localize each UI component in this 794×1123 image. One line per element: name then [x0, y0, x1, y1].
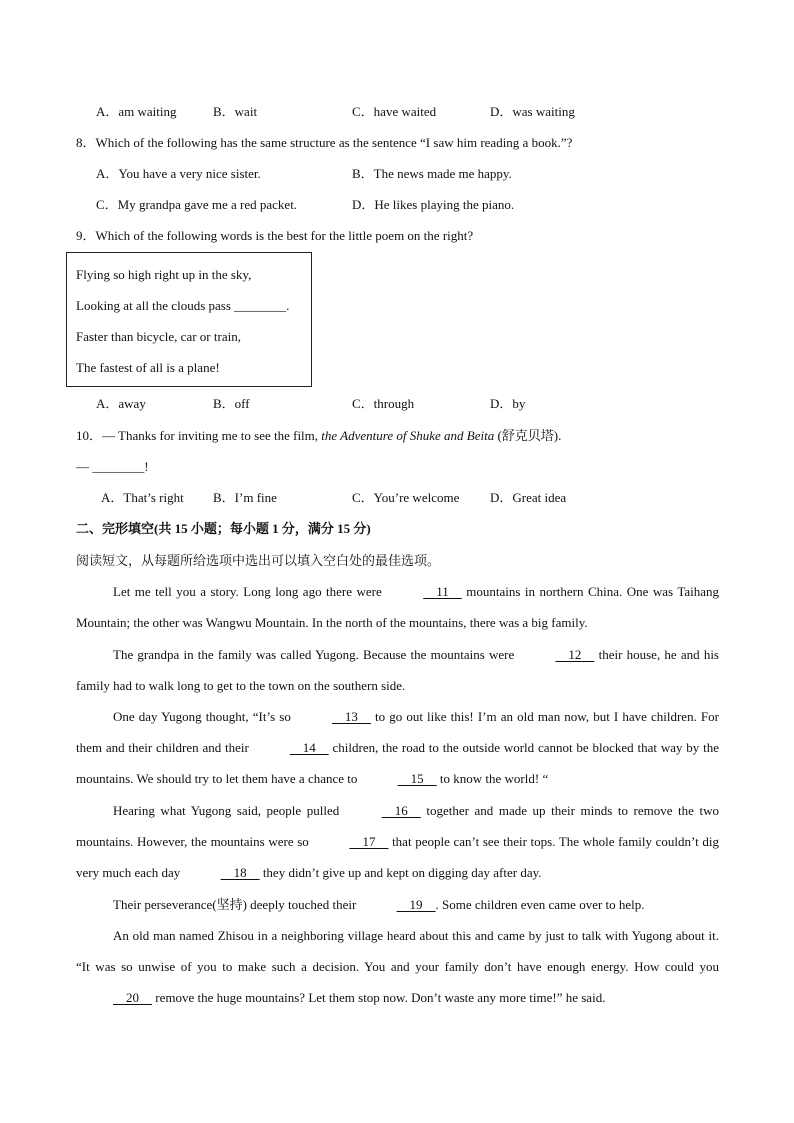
- q9-option-d: D．by: [490, 396, 526, 411]
- q9-option-c: C．through: [352, 396, 415, 411]
- q7-option-c: C．have waited: [352, 104, 437, 119]
- q10-stem-suffix: (舒克贝塔).: [494, 428, 562, 443]
- passage-text: An old man named Zhisou in a neighboring village heard about this and came by just to talk with Yugong about it. “It was so unwise of you to make such a decision. You and your family don’t have enough energy. How could you: [76, 928, 719, 974]
- passage-text: children, the road to the outside world cannot be blocked that way by the mountains. We should try to let them have a chance to: [76, 740, 719, 786]
- passage-paragraph-5: [76, 889, 719, 920]
- blank-19: 19: [396, 897, 436, 912]
- poem-box: [66, 252, 312, 387]
- blank-14: 14: [289, 740, 329, 755]
- passage-text: Let me tell you a story. Long long ago there were: [113, 584, 387, 599]
- blank-15: 15: [397, 771, 437, 786]
- q10-option-c: C．You’re welcome: [352, 490, 460, 505]
- q9-option-b: B．off: [213, 396, 250, 411]
- blank-16: 16: [381, 803, 421, 818]
- blank-17: 17: [349, 834, 389, 849]
- q10-reply: — ________!: [76, 459, 149, 474]
- section-heading: 二、完形填空(共 15 小题；每小题 1 分，满分 15 分): [76, 521, 371, 536]
- blank-20: 20: [113, 990, 152, 1005]
- blank-11: 11: [423, 584, 462, 599]
- passage-paragraph-3: [76, 701, 719, 794]
- q10-option-a: A．That’s right: [101, 490, 184, 505]
- q7-option-a: A．am waiting: [96, 104, 177, 119]
- blank-12: 12: [555, 647, 595, 662]
- passage-paragraph-6: [76, 920, 719, 1013]
- q7-option-d: D．was waiting: [490, 104, 575, 119]
- poem-line: Flying so high right up in the sky,: [76, 267, 252, 282]
- passage-paragraph-4: [76, 795, 719, 888]
- section-instruction: 阅读短文，从每题所给选项中选出可以填入空白处的最佳选项。: [76, 553, 441, 568]
- blank-13: 13: [331, 709, 371, 724]
- passage-text: . Some children even came over to help.: [435, 897, 645, 912]
- passage-text: to go out like this! I’m an old man now, but I have children. For them and their children and their: [76, 709, 719, 755]
- q7-option-b: B．wait: [213, 104, 258, 119]
- q9-option-a: A．away: [96, 396, 146, 411]
- passage-text: Hearing what Yugong said, people pulled: [113, 803, 345, 818]
- poem-line: Looking at all the clouds pass ________.: [76, 298, 290, 313]
- passage-text: mountains in northern China. One was Taihang Mountain; the other was Wangwu Mountain. In the north of the mountains, there was a big family.: [76, 584, 720, 630]
- q10-option-b: B．I’m fine: [213, 490, 277, 505]
- passage-text: that people can’t see their tops. The whole family couldn’t dig very much each day: [76, 834, 719, 880]
- passage-text: remove the huge mountains? Let them stop now. Don’t waste any more time!” he said.: [152, 990, 606, 1005]
- q10-stem: [76, 427, 561, 445]
- q10-option-d: D．Great idea: [490, 490, 567, 505]
- passage-text: Their perseverance(坚持) deeply touched their: [113, 897, 360, 912]
- passage-text: together and made up their minds to remove the two mountains. However, the mountains were so: [76, 803, 719, 849]
- passage-paragraph-2: [76, 639, 719, 701]
- q8-option-b: B．The news made me happy.: [352, 166, 512, 181]
- q8-option-c: C．My grandpa gave me a red packet.: [96, 197, 298, 212]
- q8-stem: 8．Which of the following has the same structure as the sentence “I saw him reading a book.”?: [76, 135, 573, 150]
- passage-text: to know the world! “: [436, 771, 549, 786]
- q8-option-a: A．You have a very nice sister.: [96, 166, 261, 181]
- passage-text: they didn’t give up and kept on digging day after day.: [259, 865, 542, 880]
- passage-text: The grandpa in the family was called Yugong. Because the mountains were: [113, 647, 519, 662]
- q8-option-d: D．He likes playing the piano.: [352, 197, 515, 212]
- q9-stem: 9．Which of the following words is the best for the little poem on the right?: [76, 228, 474, 243]
- passage-text: One day Yugong thought, “It’s so: [113, 709, 295, 724]
- passage-paragraph-1: [76, 576, 719, 638]
- film-title: the Adventure of Shuke and Beita: [321, 428, 495, 443]
- blank-18: 18: [220, 865, 260, 880]
- q10-stem-prefix: 10．— Thanks for inviting me to see the film,: [76, 428, 322, 443]
- poem-line: Faster than bicycle, car or train,: [76, 329, 241, 344]
- poem-line: The fastest of all is a plane!: [76, 360, 220, 375]
- passage-text: their house, he and his family had to walk long to get to the town on the southern side.: [76, 647, 719, 693]
